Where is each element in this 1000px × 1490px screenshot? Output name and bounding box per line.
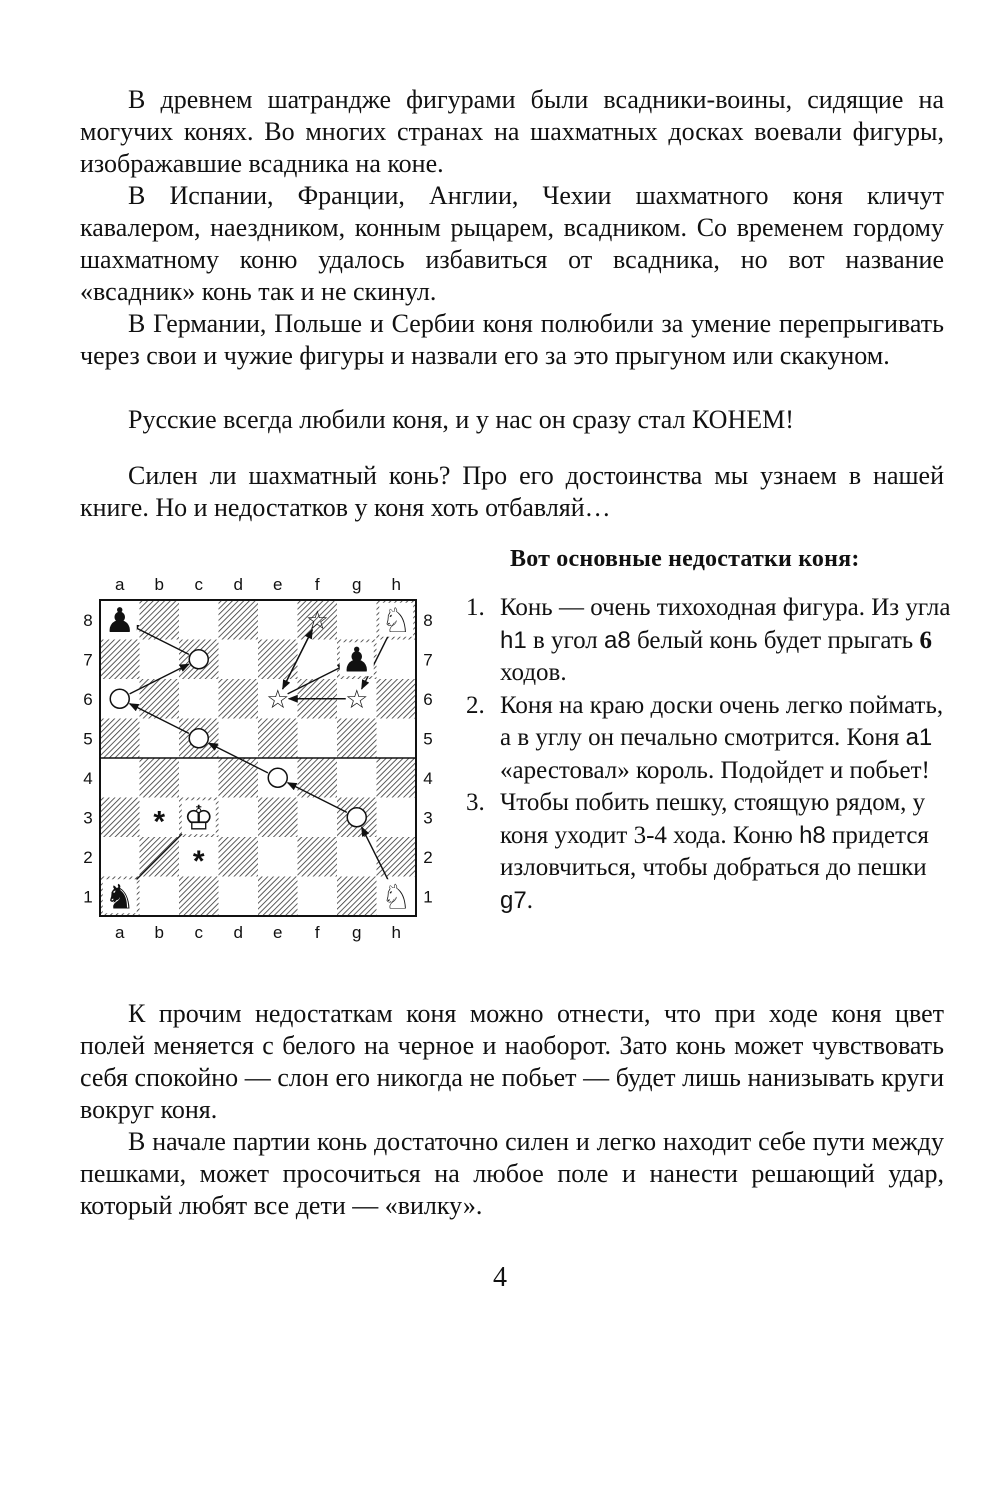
board-square-d1 bbox=[219, 877, 259, 917]
square-label: h1 bbox=[500, 626, 527, 654]
rank-label-left: 4 bbox=[83, 768, 93, 788]
chess-board-svg bbox=[78, 568, 440, 964]
route-star-f8: ☆ bbox=[305, 604, 329, 635]
rank-label-left: 1 bbox=[83, 887, 93, 907]
board-square-d8 bbox=[219, 600, 259, 640]
rank-label-left: 2 bbox=[83, 847, 93, 867]
board-square-b4 bbox=[140, 758, 180, 798]
board-square-e2 bbox=[258, 837, 298, 877]
board-square-c8 bbox=[179, 600, 219, 640]
file-label-top: a bbox=[115, 575, 125, 594]
page-number: 4 bbox=[493, 1262, 507, 1293]
file-label-bottom: f bbox=[314, 923, 320, 942]
route-star-g6: ☆ bbox=[345, 683, 369, 714]
white-knight-h1: ♘ bbox=[381, 877, 412, 918]
list-number: 2. bbox=[466, 691, 485, 719]
file-label-bottom: c bbox=[194, 923, 203, 942]
board-square-e1 bbox=[258, 877, 298, 917]
list-item: 3. Чтобы побить пешку, стоящую рядом, у коня уходит 3-4 хода. Коню h8 придется изловчиться, чтобы добраться до пешки g7. bbox=[466, 789, 929, 914]
route-circle-c5 bbox=[189, 729, 208, 748]
board-square-h3 bbox=[377, 798, 417, 838]
chess-diagram bbox=[78, 568, 440, 964]
file-label-bottom: h bbox=[391, 923, 401, 942]
rank-label-right: 1 bbox=[423, 887, 433, 907]
board-square-f4 bbox=[298, 758, 338, 798]
board-square-d5 bbox=[219, 719, 259, 759]
list-item: 2. Коня на краю доски очень легко поймать, а в углу он печально смотрится. Коня a1 «арестовал» король. Подойдет и побьет! bbox=[466, 691, 944, 784]
file-label-bottom: a bbox=[115, 923, 125, 942]
board-square-f3 bbox=[298, 798, 338, 838]
board-square-d7 bbox=[219, 640, 259, 680]
board-square-d6 bbox=[219, 679, 259, 719]
board-square-h5 bbox=[377, 719, 417, 759]
rank-label-right: 2 bbox=[423, 847, 433, 867]
board-square-c1 bbox=[179, 877, 219, 917]
route-circle-g3 bbox=[347, 808, 366, 827]
file-label-top: b bbox=[154, 575, 164, 594]
disadvantages-list bbox=[466, 592, 956, 917]
rank-label-right: 6 bbox=[423, 689, 433, 709]
board-square-b8 bbox=[140, 600, 180, 640]
paragraph-fork: В начале партии конь достаточно силен и легко находит себе пути между пешками, может просочиться на любое поле и нанести решающий удар, который любят все дети — «вилку». bbox=[80, 1127, 944, 1220]
board-square-e8 bbox=[258, 600, 298, 640]
board-square-f7 bbox=[298, 640, 338, 680]
file-label-bottom: e bbox=[273, 923, 283, 942]
white-knight-h8: ♘ bbox=[381, 600, 412, 641]
file-label-top: g bbox=[352, 575, 362, 594]
paragraph-russian: Русские всегда любили коня, и у нас он сразу стал КОНЕМ! bbox=[128, 405, 794, 434]
board-square-f2 bbox=[298, 837, 338, 877]
rank-label-right: 4 bbox=[423, 768, 433, 788]
square-label: g7 bbox=[500, 886, 527, 914]
file-label-bottom: b bbox=[154, 923, 164, 942]
board-square-b1 bbox=[140, 877, 180, 917]
board-square-a4 bbox=[100, 758, 140, 798]
board-square-b7 bbox=[140, 640, 180, 680]
rank-label-right: 5 bbox=[423, 729, 433, 749]
list-number: 3. bbox=[466, 789, 485, 816]
board-square-h4 bbox=[377, 758, 417, 798]
list-item: 1. Конь — очень тихоходная фигура. Из угла h1 в угол a8 белый конь будет прыгать 6 ходов. bbox=[466, 594, 951, 686]
board-square-e5 bbox=[258, 719, 298, 759]
board-square-g2 bbox=[337, 837, 377, 877]
file-label-top: h bbox=[391, 575, 401, 594]
board-square-g4 bbox=[337, 758, 377, 798]
list-number: 1. bbox=[466, 594, 485, 621]
board-square-g8 bbox=[337, 600, 377, 640]
board-square-a7 bbox=[100, 640, 140, 680]
board-square-b6 bbox=[140, 679, 180, 719]
route-circle-c7 bbox=[189, 650, 208, 669]
attack-asterisk-c2: * bbox=[192, 844, 205, 878]
black-knight-a1: ♞ bbox=[104, 877, 135, 918]
white-king-c3: ♔ bbox=[183, 798, 214, 839]
board-square-e7 bbox=[258, 640, 298, 680]
file-label-top: d bbox=[233, 575, 243, 594]
file-label-bottom: g bbox=[352, 923, 362, 942]
paragraph-strength-question: Силен ли шахматный конь? Про его достоинства мы узнаем в нашей книге. Но и недостатков у коня хоть отбавляй… bbox=[80, 461, 944, 522]
rank-label-right: 7 bbox=[423, 650, 433, 670]
square-label: a1 bbox=[905, 724, 933, 751]
board-square-h6 bbox=[377, 679, 417, 719]
rank-label-left: 6 bbox=[83, 689, 93, 709]
route-circle-e4 bbox=[268, 768, 287, 787]
black-pawn-a8: ♟ bbox=[104, 600, 135, 641]
rank-label-left: 8 bbox=[83, 610, 93, 630]
board-square-f1 bbox=[298, 877, 338, 917]
paragraph-color-change: К прочим недостаткам коня можно отнести, что при ходе коня цвет полей меняется с белого на черное и наоборот. Зато конь может чувствовать себя спокойно — слон его никогда не побьет — будет лишь нанизывать круги вокруг коня. bbox=[80, 999, 944, 1124]
rank-label-left: 5 bbox=[83, 729, 93, 749]
square-label: a8 bbox=[604, 626, 631, 654]
route-circle-a6 bbox=[110, 689, 129, 708]
board-square-h2 bbox=[377, 837, 417, 877]
paragraph-shatranj: В древнем шатрандже фигурами были всадники-воины, сидящие на могучих конях. Во многих странах на шахматных досках воевали фигуры, изображавшие всадника на коне. bbox=[80, 85, 944, 178]
file-label-bottom: d bbox=[233, 923, 243, 942]
route-star-e6: ☆ bbox=[266, 683, 290, 714]
paragraph-jumper: В Германии, Польше и Сербии коня полюбили за умение перепрыгивать через свои и чужие фигуры и назвали его за это прыгуном или скакуном. bbox=[80, 309, 944, 370]
rank-label-right: 3 bbox=[423, 808, 433, 828]
rank-label-left: 3 bbox=[83, 808, 93, 828]
board-square-a2 bbox=[100, 837, 140, 877]
board-square-d2 bbox=[219, 837, 259, 877]
black-pawn-g7: ♟ bbox=[341, 640, 372, 681]
board-square-e3 bbox=[258, 798, 298, 838]
disadvantages-heading: Вот основные недостатки коня: bbox=[510, 546, 860, 572]
file-label-top: c bbox=[194, 575, 203, 594]
board-square-a3 bbox=[100, 798, 140, 838]
board-square-d4 bbox=[219, 758, 259, 798]
board-square-c6 bbox=[179, 679, 219, 719]
board-square-c4 bbox=[179, 758, 219, 798]
paragraph-europe-names: В Испании, Франции, Англии, Чехии шахматного коня кличут кавалером, наездником, конным рыцарем, всадником. Со временем гордому шахматному коню удалось избавиться от всадника, но вот название «всадник» конь так и не скинул. bbox=[80, 181, 944, 306]
board-square-d3 bbox=[219, 798, 259, 838]
file-label-top: e bbox=[273, 575, 283, 594]
board-square-b5 bbox=[140, 719, 180, 759]
board-square-a5 bbox=[100, 719, 140, 759]
board-square-g1 bbox=[337, 877, 377, 917]
square-label: h8 bbox=[799, 821, 826, 849]
board-square-g5 bbox=[337, 719, 377, 759]
board-square-h7 bbox=[377, 640, 417, 680]
file-label-top: f bbox=[314, 575, 320, 594]
rank-label-right: 8 bbox=[423, 610, 433, 630]
move-count: 6 bbox=[919, 626, 932, 654]
attack-asterisk-b3: * bbox=[153, 805, 166, 839]
board-square-f5 bbox=[298, 719, 338, 759]
rank-label-left: 7 bbox=[83, 650, 93, 670]
